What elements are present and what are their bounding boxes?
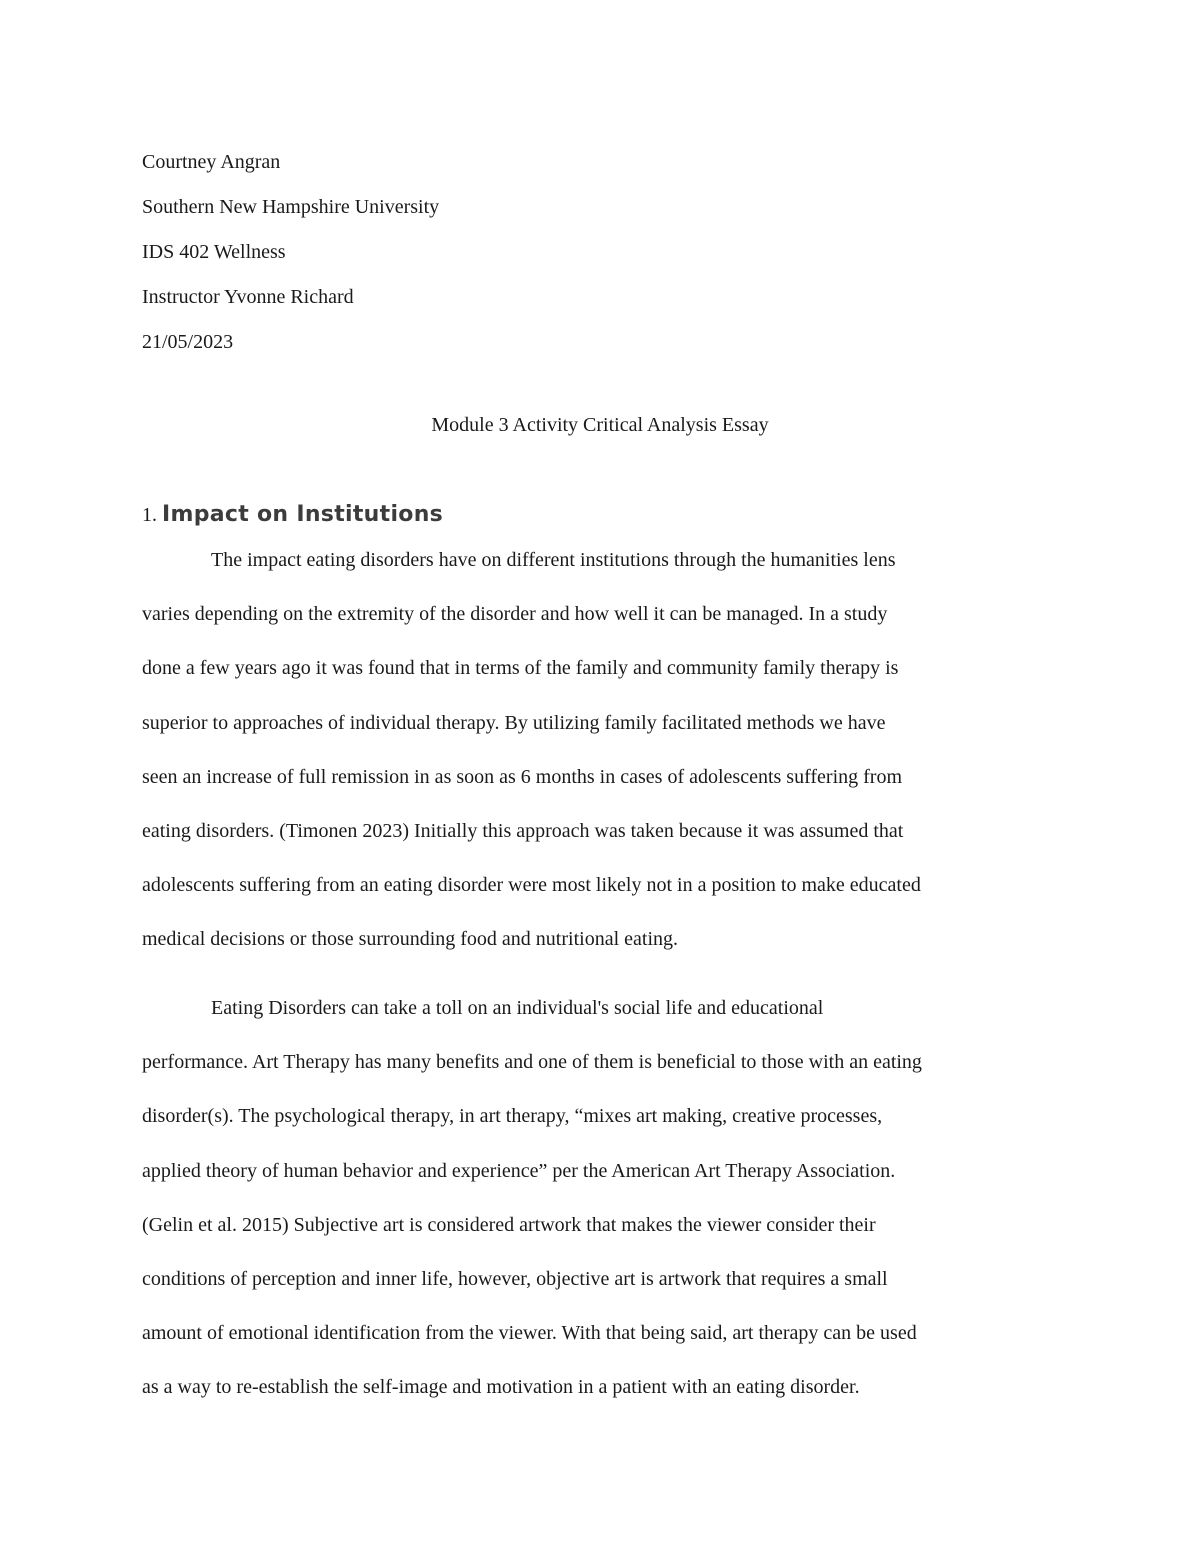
section-heading-text: Impact on Institutions [162,502,444,527]
paragraph-line: Eating Disorders can take a toll on an individual's social life and educational [211,997,824,1019]
course-name: IDS 402 Wellness [142,241,286,263]
paragraph-line: amount of emotional identification from the viewer. With that being said, art therapy can be used [142,1322,917,1345]
paragraph-line: done a few years ago it was found that in terms of the family and community family therapy is [142,657,899,680]
header-block [142,140,842,365]
paragraph-line: seen an increase of full remission in as soon as 6 months in cases of adolescents suffering from [142,765,902,788]
paragraph-line: performance. Art Therapy has many benefits and one of them is beneficial to those with an eating [142,1051,922,1074]
document-title: Module 3 Activity Critical Analysis Essay [431,414,769,436]
paragraph-line: The impact eating disorders have on different institutions through the humanities lens [211,549,896,571]
submission-date: 21/05/2023 [142,331,234,353]
paragraph-line: conditions of perception and inner life, however, objective art is artwork that requires a small [142,1267,888,1290]
paragraph-2 [142,988,1072,1422]
paragraph-line: eating disorders. (Timonen 2023) Initially this approach was taken because it was assumed that [142,819,904,842]
paragraph-line: medical decisions or those surrounding food and nutritional eating. [142,928,678,951]
section-heading [142,495,443,535]
paragraph-line: disorder(s). The psychological therapy, in art therapy, “mixes art making, creative processes, [142,1105,883,1128]
paragraph-line: adolescents suffering from an eating disorder were most likely not in a position to make educated [142,874,921,897]
author-name: Courtney Angran [142,151,281,173]
paragraph-line: superior to approaches of individual therapy. By utilizing family facilitated methods we have [142,711,886,734]
section-number: 1. [142,504,157,526]
paragraph-line: as a way to re-establish the self-image and motivation in a patient with an eating disorder. [142,1376,860,1399]
paragraph-line: (Gelin et al. 2015) Subjective art is considered artwork that makes the viewer consider their [142,1213,876,1236]
paragraph-line: applied theory of human behavior and experience” per the American Art Therapy Association. [142,1159,896,1182]
institution-name: Southern New Hampshire University [142,196,440,218]
paragraph-line: varies depending on the extremity of the disorder and how well it can be managed. In a study [142,603,888,626]
paragraph-1 [142,540,1072,974]
instructor-name: Instructor Yvonne Richard [142,286,354,308]
